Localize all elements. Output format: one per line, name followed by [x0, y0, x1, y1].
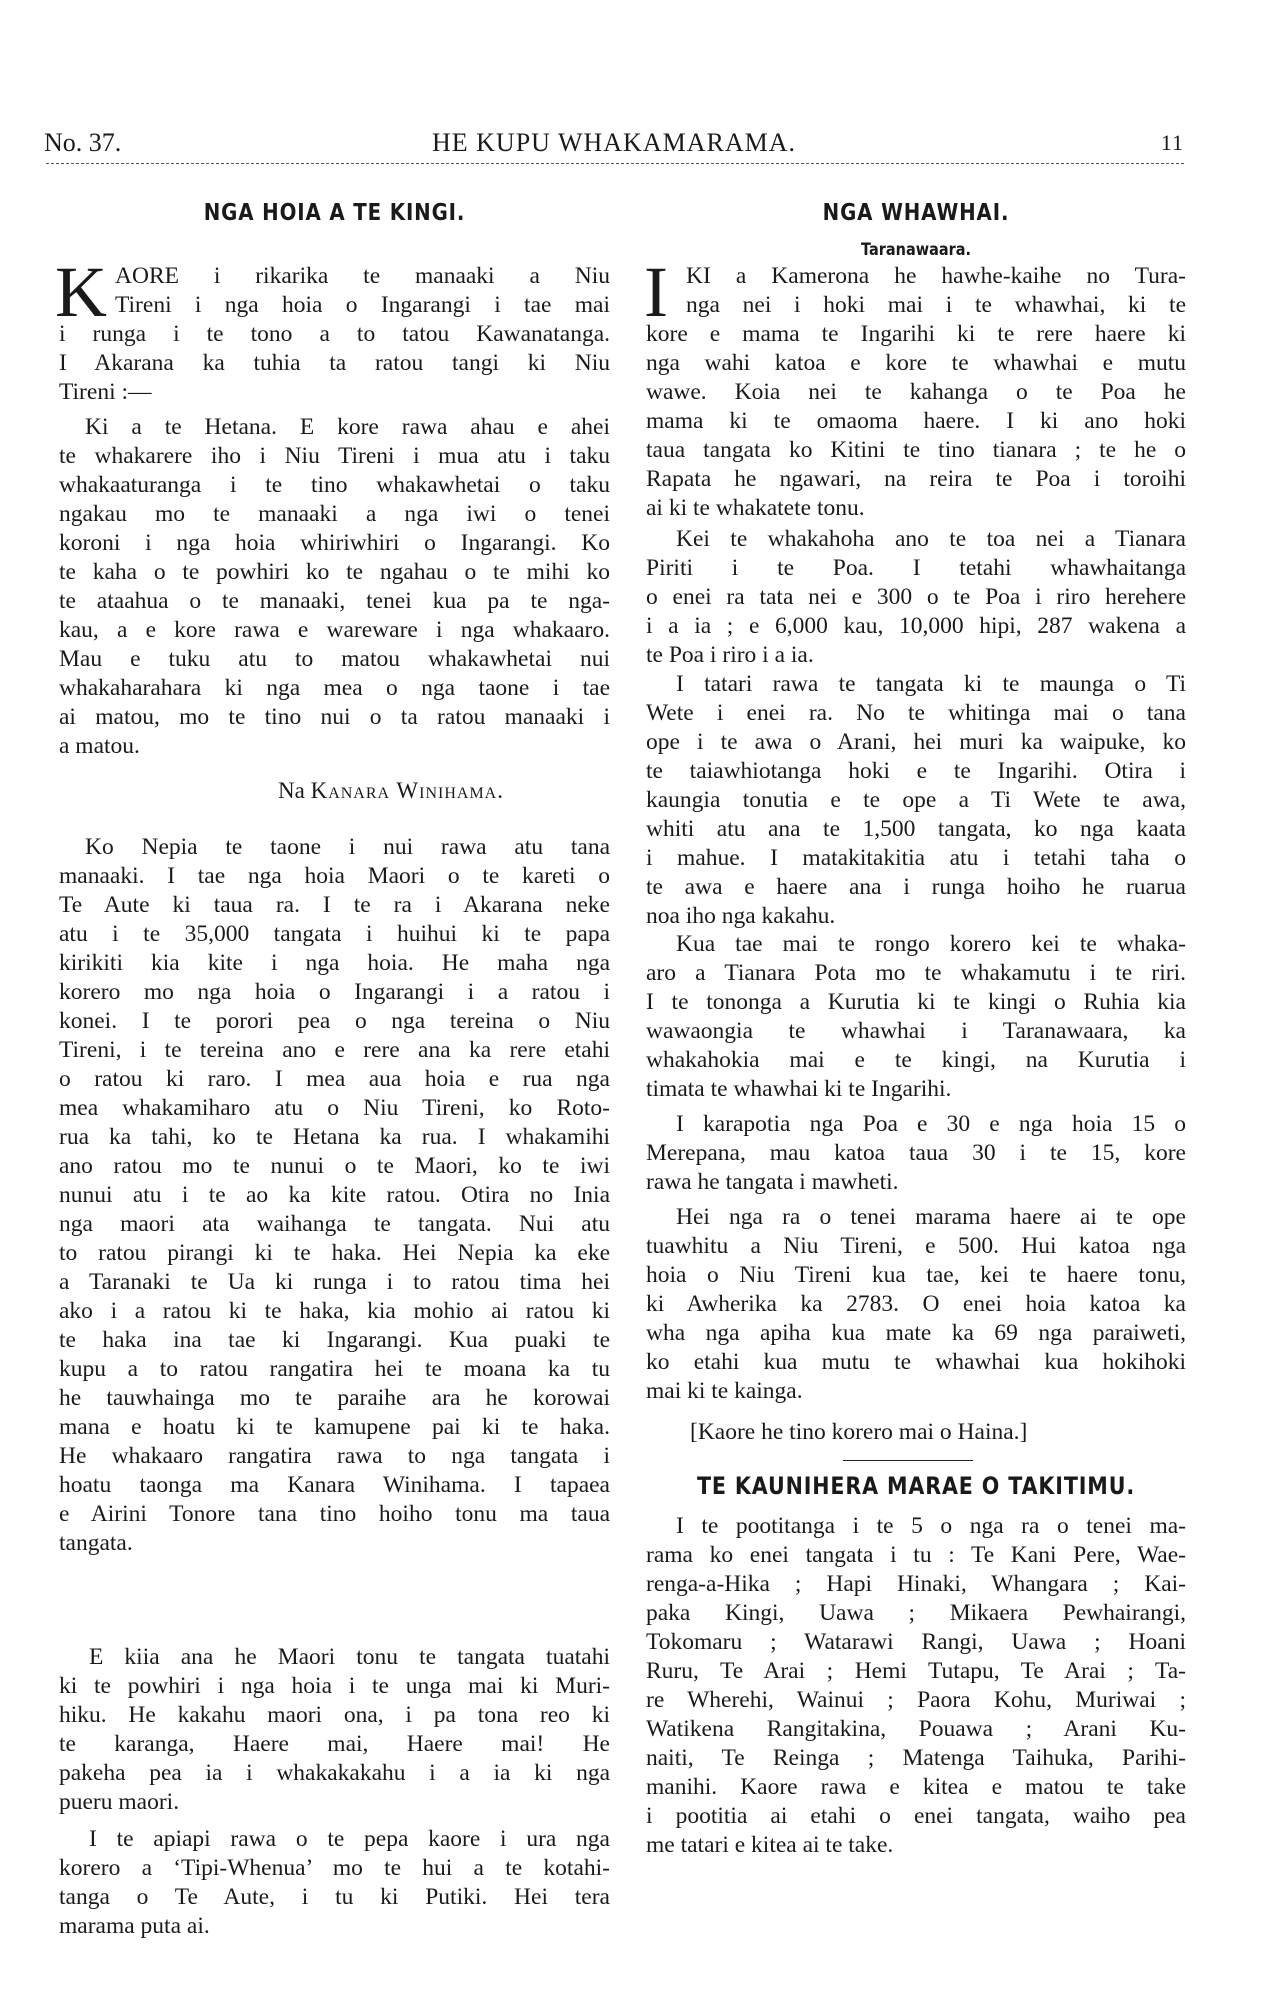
text-line: Tireni i nga hoia o Ingarangi i tae mai: [115, 292, 610, 318]
text-line: He whakaaro rangatira rawa to nga tangata i: [59, 1443, 610, 1469]
text-line: ngakau mo te manaaki a nga iwi o tenei: [59, 501, 610, 527]
text-line: nunui atu i te ao ka kite ratou. Otira no Inia: [59, 1182, 610, 1208]
text-line: timata te whawhai ki te Ingarihi.: [646, 1076, 952, 1102]
text-line: rua ka tahi, ko te Hetana ka rua. I whakamihi: [59, 1124, 610, 1150]
text-line: ai ki te whakatete tonu.: [646, 495, 865, 521]
text-line: whakaaturanga i te tino whakawhetai o taku: [59, 472, 610, 498]
text-line: Wete i enei ra. No te whitinga mai o tana: [646, 700, 1186, 726]
text-line: I te apiapi rawa o te pepa kaore i ura nga: [89, 1826, 610, 1852]
drop-cap: K: [55, 252, 107, 332]
text-line: wawe. Koia nei te kahanga o te Poa he: [646, 379, 1186, 405]
article-subtitle: Taranawaara.: [861, 240, 971, 260]
text-line: Ruru, Te Arai ; Hemi Tutapu, Te Arai ; Ta-: [646, 1658, 1186, 1684]
text-line: o ratou ki raro. I mea aua hoia e rua nga: [59, 1066, 610, 1092]
text-line: te karanga, Haere mai, Haere mai! He: [59, 1731, 610, 1757]
text-line: Piriti i te Poa. I tetahi whawhaitanga: [646, 555, 1186, 581]
text-line: Kua tae mai te rongo korero kei te whaka-: [676, 931, 1186, 957]
text-line: re Wherehi, Wainui ; Paora Kohu, Muriwai ;: [646, 1687, 1186, 1713]
text-line: Tokomaru ; Watarawi Rangi, Uawa ; Hoani: [646, 1629, 1186, 1655]
text-line: e Airini Tonore tana tino hoiho tonu ma taua: [59, 1501, 610, 1527]
text-line: tangata.: [59, 1530, 133, 1556]
text-line: Tireni :—: [59, 379, 152, 405]
text-line: hoia o Niu Tireni kua tae, kei te haere tonu,: [646, 1262, 1186, 1288]
text-line: i mahue. I matakitakitia atu i tetahi taha o: [646, 845, 1186, 871]
text-line: mai ki te kainga.: [646, 1378, 803, 1404]
running-header: [44, 128, 1184, 162]
text-line: ai matou, mo te tino nui o ta ratou manaaki i: [59, 704, 610, 730]
text-line: nga wahi katoa e kore te whawhai e mutu: [646, 350, 1186, 376]
text-line: te kaha o te powhiri ko te ngahau o te mihi ko: [59, 559, 610, 585]
text-line: whakahokia mai e te kingi, na Kurutia i: [646, 1047, 1186, 1073]
text-line: te ataahua o te manaaki, tenei kua pa te nga-: [59, 588, 610, 614]
text-line: a Taranaki te Ua ki runga i to ratou tima hei: [59, 1269, 610, 1295]
text-line: whiti atu ana te 1,500 tangata, ko nga kaata: [646, 816, 1186, 842]
text-line: korero a ‘Tipi-Whenua’ mo te hui a te kotahi-: [59, 1855, 610, 1881]
text-line: Te Aute ki taua ra. I te ra i Akarana neke: [59, 892, 610, 918]
text-line: korero mo nga hoia o Ingarangi i a ratou i: [59, 979, 610, 1005]
text-line: mea whakamiharo atu o Niu Tireni, ko Roto-: [59, 1095, 610, 1121]
text-line: whakaharahara ki nga mea o nga taone i tae: [59, 675, 610, 701]
text-line: nga maori ata waihanga te tangata. Nui atu: [59, 1211, 610, 1237]
text-line: kau, a e kore rawa e wareware i nga whakaaro.: [59, 617, 610, 643]
text-line: konei. I te porori pea o nga tereina o Niu: [59, 1008, 610, 1034]
text-line: taua tangata ko Kitini te tino tianara ; te he o: [646, 437, 1186, 463]
text-line: i a ia ; e 6,000 kau, 10,000 hipi, 287 wakena a: [646, 613, 1186, 639]
header-rule: [46, 163, 1184, 164]
text-line: Tireni, i te tereina ano e rere ana ka rere etahi: [59, 1037, 610, 1063]
text-line: mama ki te omaoma haere. I ki ano hoki: [646, 408, 1186, 434]
text-line: AORE i rikarika te manaaki a Niu: [115, 263, 610, 289]
text-line: I tatari rawa te tangata ki te maunga o Ti: [676, 671, 1186, 697]
text-line: Kei te whakahoha ano te toa nei a Tianara: [676, 526, 1186, 552]
text-line: a matou.: [59, 733, 140, 759]
text-line: i runga i te tono a to tatou Kawanatanga.: [59, 321, 610, 347]
text-line: Hei nga ra o tenei marama haere ai te ope: [676, 1204, 1186, 1230]
text-line: wawaongia te whawhai i Taranawaara, ka: [646, 1018, 1186, 1044]
text-line: Ki a te Hetana. E kore rawa ahau e ahei: [85, 414, 610, 440]
text-line: me tatari e kitea ai te take.: [646, 1832, 894, 1858]
signature-name: Kanara Winihama.: [310, 778, 504, 803]
text-line: rawa he tangata i mawheti.: [646, 1169, 899, 1195]
text-line: noa iho nga kakahu.: [646, 903, 836, 929]
text-line: I te pootitanga i te 5 o nga ra o tenei ma-: [676, 1513, 1186, 1539]
text-line: nga nei i hoki mai i te whawhai, ki te: [686, 292, 1186, 318]
page-number: 11: [1160, 130, 1184, 155]
text-line: renga-a-Hika ; Hapi Hinaki, Whangara ; Kai-: [646, 1571, 1186, 1597]
text-line: te taiawhiotanga hoki e te Ingarihi. Otira i: [646, 758, 1186, 784]
article-title-soldiers: NGA HOIA A TE KINGI.: [203, 200, 466, 226]
text-line: naiti, Te Reinga ; Matenga Taihuka, Parihi-: [646, 1745, 1186, 1771]
text-line: to ratou pirangi ki te haka. Hei Nepia ka eke: [59, 1240, 610, 1266]
text-line: KI a Kamerona he hawhe-kaihe no Tura-: [686, 263, 1186, 289]
note-china: [Kaore he tino korero mai o Haina.]: [690, 1419, 1028, 1445]
text-line: kore e mama te Ingarihi ki te rere haere ki: [646, 321, 1186, 347]
text-line: koroni i nga hoia whiriwhiri o Ingarangi. Ko: [59, 530, 610, 556]
text-line: Mau e tuku atu to matou whakawhetai nui: [59, 646, 610, 672]
article-title-council: TE KAUNIHERA MARAE O TAKITIMU.: [696, 1472, 1136, 1500]
text-line: ano ratou mo te nunui o te Maori, ko te iwi: [59, 1153, 610, 1179]
text-line: aro a Tianara Pota mo te whakamutu i te riri.: [646, 960, 1186, 986]
publication-title: HE KUPU WHAKAMARAMA.: [431, 128, 797, 157]
text-line: te haka ina tae ki Ingarangi. Kua puaki te: [59, 1327, 610, 1353]
text-line: Watikena Rangitakina, Pouawa ; Arani Ku-: [646, 1716, 1186, 1742]
text-line: Rapata he ngawari, na reira te Poa i toroihi: [646, 466, 1186, 492]
text-line: Merepana, mau katoa taua 30 i te 15, kore: [646, 1140, 1186, 1166]
signature-prefix: Na: [278, 778, 305, 803]
section-divider: [843, 1460, 973, 1461]
text-line: o enei ra tata nei e 300 o te Poa i riro herehere: [646, 584, 1186, 610]
text-line: he tauwhainga mo te paraihe ara he korowai: [59, 1385, 610, 1411]
text-line: te Poa i riro i a ia.: [646, 642, 814, 668]
text-line: tuawhitu a Niu Tireni, e 500. Hui katoa nga: [646, 1233, 1186, 1259]
text-line: te awa e haere ana i runga hoiho he ruarua: [646, 874, 1186, 900]
text-line: Ko Nepia te taone i nui rawa atu tana: [85, 834, 610, 860]
text-line: paka Kingi, Uawa ; Mikaera Pewhairangi,: [646, 1600, 1186, 1626]
text-line: kupu a to ratou rangatira hei te moana ka tu: [59, 1356, 610, 1382]
text-line: pakeha pea ia i whakakakahu i a ia ki nga: [59, 1760, 610, 1786]
text-line: te whakarere iho i Niu Tireni i mua atu i taku: [59, 443, 610, 469]
text-line: atu i te 35,000 tangata i huihui ki te papa: [59, 921, 610, 947]
text-line: ope i te awa o Arani, hei muri ka waipuke, ko: [646, 729, 1186, 755]
issue-number: No. 37.: [44, 128, 122, 157]
text-line: hiku. He kakahu maori ona, i pa tona reo ki: [59, 1702, 610, 1728]
text-line: ko etahi kua mutu te whawhai kua hokihoki: [646, 1349, 1186, 1375]
text-line: ki Awherika ka 2783. O enei hoia katoa ka: [646, 1291, 1186, 1317]
text-line: wha nga apiha kua mate ka 69 nga paraiweti,: [646, 1320, 1186, 1346]
text-line: kaungia tonutia e te ope a Ti Wete te awa,: [646, 787, 1186, 813]
text-line: manihi. Kaore rawa e kitea e matou te take: [646, 1774, 1186, 1800]
text-line: I te tononga a Kurutia ki te kingi o Ruhia kia: [646, 989, 1186, 1015]
drop-cap-i: I: [644, 252, 668, 332]
text-line: ako i a ratou ki te haka, kia mohio ai ratou ki: [59, 1298, 610, 1324]
text-line: pueru maori.: [59, 1789, 180, 1815]
text-line: i pootitia ai etahi o enei tangata, waiho pea: [646, 1803, 1186, 1829]
text-line: mana e hoatu ki te kamupene pai ki te haka.: [59, 1414, 610, 1440]
text-line: hoatu taonga ma Kanara Winihama. I tapaea: [59, 1472, 610, 1498]
text-line: manaaki. I tae nga hoia Maori o te kareti o: [59, 863, 610, 889]
text-line: tanga o Te Aute, i tu ki Putiki. Hei tera: [59, 1884, 610, 1910]
text-line: rama ko enei tangata i tu : Te Kani Pere, Wae-: [646, 1542, 1186, 1568]
text-line: I Akarana ka tuhia ta ratou tangi ki Niu: [59, 350, 610, 376]
text-line: marama puta ai.: [59, 1913, 210, 1939]
article-title-wars: NGA WHAWHAI.: [822, 200, 1010, 226]
text-line: I karapotia nga Poa e 30 e nga hoia 15 o: [676, 1111, 1186, 1137]
text-line: E kiia ana he Maori tonu te tangata tuatahi: [89, 1644, 610, 1670]
text-line: kirikiti kia kite i nga hoia. He maha nga: [59, 950, 610, 976]
letter-signature: [278, 778, 504, 804]
text-line: ki te powhiri i nga hoia i te unga mai ki Muri-: [59, 1673, 610, 1699]
